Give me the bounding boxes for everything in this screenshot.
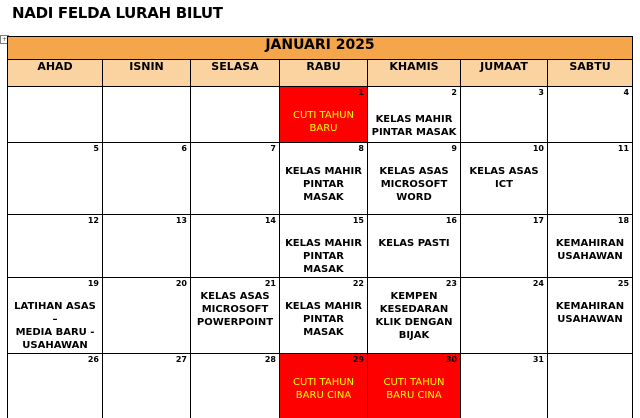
day-cell[interactable] [548,87,633,143]
day-cell[interactable] [103,215,191,278]
day-number: 13 [175,216,187,225]
table-move-handle-icon[interactable]: + [1,36,8,43]
event-line: PINTAR [303,251,344,262]
event-line: MEDIA BARU - [15,327,95,338]
event-line: PINTAR [303,314,344,325]
calendar-week-row [8,143,633,215]
event-line: KELAS MAHIR [285,238,362,249]
event-line: CUTI TAHUN [383,377,445,388]
day-number: 29 [352,355,364,364]
event-line: USAHAWAN [557,251,623,262]
day-number: 23 [445,279,457,288]
day-cell[interactable] [461,354,548,418]
weekday-header: AHAD [8,60,103,87]
day-number: 10 [532,144,544,153]
event-line: KEMPEN [390,291,438,302]
weekday-header: ISNIN [103,60,191,87]
day-cell[interactable] [461,215,548,278]
day-number: 19 [87,279,99,288]
day-cell[interactable] [368,143,461,215]
calendar-week-row [8,87,633,143]
day-number: 9 [451,144,457,153]
calendar-table [7,36,633,418]
day-cell[interactable] [461,278,548,354]
day-number: 2 [451,88,457,97]
event-line: USAHAWAN [22,340,88,351]
weekday-header: KHAMIS [368,60,461,87]
day-number: 27 [175,355,187,364]
event-line: MASAK [303,264,344,275]
event-line: BARU CINA [295,390,352,401]
day-cell[interactable] [8,278,103,354]
weekday-header: RABU [280,60,368,87]
event-line: CUTI TAHUN [292,377,355,388]
day-number: 21 [264,279,276,288]
holiday-cell[interactable] [280,87,368,143]
page-title: NADI FELDA LURAH BILUT [12,4,223,22]
event-line: PINTAR [303,179,344,190]
event-line: KELAS ASAS [469,166,539,177]
event-text [280,87,367,135]
event-line: KESEDARAN [379,304,449,315]
event-line: POWERPOINT [196,317,274,328]
day-cell[interactable] [461,143,548,215]
weekday-header-row [8,60,633,87]
day-cell[interactable] [191,143,280,215]
event-line: KELAS MAHIR [375,114,453,125]
day-number: 7 [270,144,276,153]
day-number: 28 [264,355,276,364]
event-line: BARU [309,123,338,134]
event-text [368,87,460,139]
event-line: KELAS PASTI [378,238,450,249]
calendar-week-row [8,278,633,354]
day-cell[interactable] [191,215,280,278]
day-cell[interactable] [548,215,633,278]
calendar-week-row [8,354,633,418]
day-cell[interactable] [368,215,461,278]
event-line: USAHAWAN [557,314,623,325]
calendar-week-row [8,215,633,278]
weekday-header: JUMAAT [461,60,548,87]
day-number: 24 [532,279,544,288]
event-line: WORD [396,192,432,203]
day-cell[interactable] [368,278,461,354]
day-cell[interactable] [103,87,191,143]
event-line: KELAS ASAS [379,166,449,177]
day-number: 18 [617,216,630,225]
day-number: 17 [532,216,544,225]
event-line: MASAK [303,327,344,338]
event-line: MICROSOFT [380,179,448,190]
holiday-cell[interactable] [368,354,461,418]
day-cell[interactable] [103,278,191,354]
event-line: CUTI TAHUN [292,110,355,121]
calendar-body [8,87,633,418]
holiday-cell[interactable] [280,354,368,418]
event-line: LATIHAN ASAS – [14,301,96,325]
day-number: 14 [264,216,276,225]
day-cell[interactable] [8,215,103,278]
month-title: JANUARI 2025 [8,37,633,60]
day-number: 4 [623,88,630,97]
day-cell[interactable] [548,354,633,418]
event-line: KEMAHIRAN [555,301,625,312]
day-number: 1 [358,88,364,97]
weekday-header: SABTU [548,60,633,87]
day-cell[interactable] [280,143,368,215]
day-number: 12 [87,216,99,225]
event-line: BIJAK [398,330,430,341]
event-line: KELAS MAHIR [285,301,362,312]
day-cell[interactable] [191,354,280,418]
day-cell[interactable] [103,143,191,215]
day-number: 30 [445,355,457,364]
day-cell[interactable] [368,87,461,143]
event-line: KELAS MAHIR [285,166,362,177]
day-cell[interactable] [8,354,103,418]
event-line: KELAS ASAS [200,291,270,302]
day-cell[interactable] [8,143,103,215]
day-cell[interactable] [8,87,103,143]
day-number: 16 [445,216,457,225]
day-number: 6 [181,144,187,153]
day-cell[interactable] [548,143,633,215]
event-line: PINTAR MASAK [371,127,457,138]
event-text [280,143,367,204]
day-cell[interactable] [191,278,280,354]
day-cell[interactable] [461,87,548,143]
day-number: 20 [175,279,187,288]
event-line: BARU CINA [386,390,442,401]
day-cell[interactable] [191,87,280,143]
day-cell[interactable] [103,354,191,418]
day-cell[interactable] [548,278,633,354]
weekday-header: SELASA [191,60,280,87]
event-line: MASAK [303,192,344,203]
day-number: 31 [532,355,544,364]
event-line: KEMAHIRAN [555,238,625,249]
day-number: 5 [93,144,99,153]
event-line: ICT [495,179,513,190]
day-number: 25 [617,279,630,288]
event-text [368,143,460,204]
day-number: 8 [358,144,364,153]
day-number: 26 [87,355,99,364]
event-text [8,278,102,352]
event-line: MICROSOFT [201,304,269,315]
day-number: 22 [352,279,364,288]
day-number: 11 [617,144,630,153]
day-cell[interactable] [280,278,368,354]
day-number: 3 [538,88,544,97]
day-number: 15 [352,216,364,225]
day-cell[interactable] [280,215,368,278]
event-line: KLIK DENGAN [375,317,453,328]
